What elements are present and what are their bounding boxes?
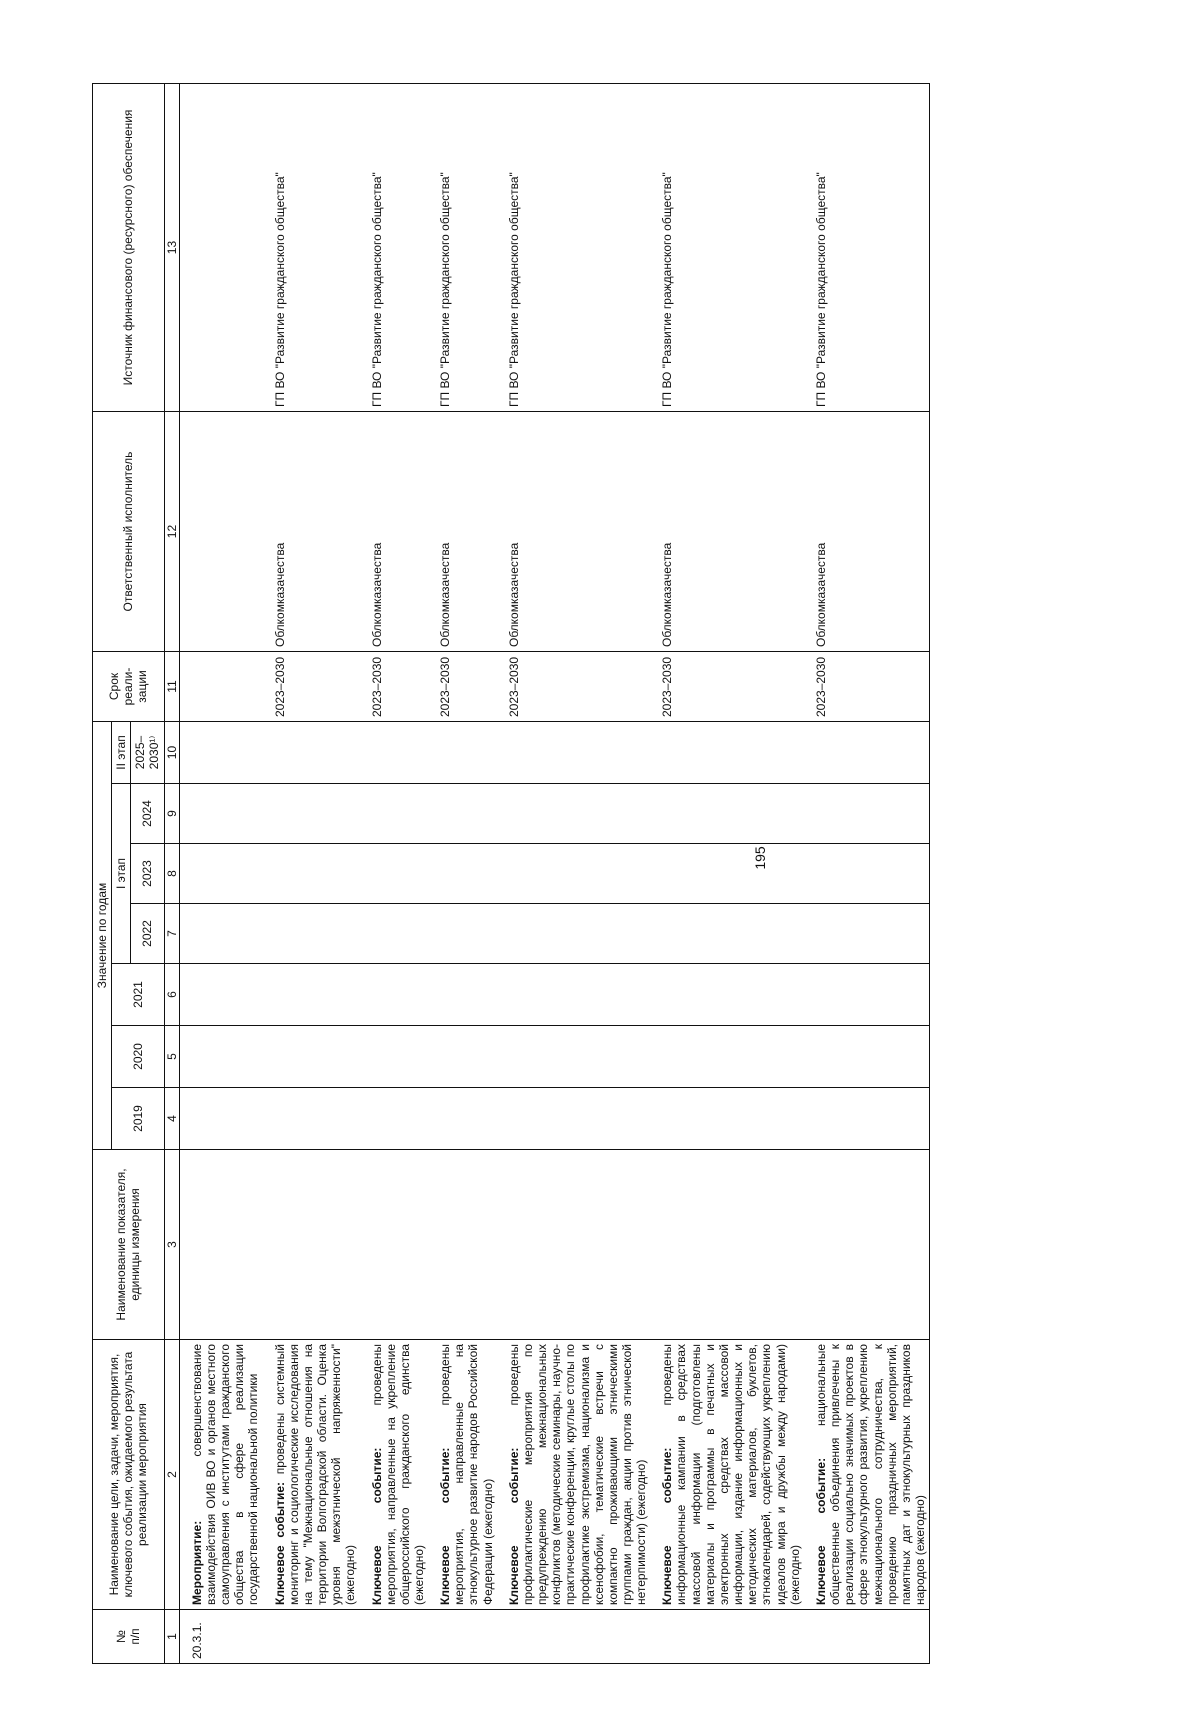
row-term: 2023–2030 — [360, 652, 429, 722]
row-text: проведены мероприятия, направленные на этнокультурное развитие народов Российской Федерации (ежегодно) — [438, 1344, 495, 1605]
row-description — [804, 1340, 930, 1610]
row-source — [179, 84, 262, 412]
row-executor: Облкомказачества — [650, 412, 804, 652]
column-index: 4 — [164, 1088, 179, 1150]
column-index: 1 — [164, 1610, 179, 1664]
column-index: 2 — [164, 1340, 179, 1610]
column-index: 10 — [164, 722, 179, 784]
row-term: 2023–2030 — [804, 652, 930, 722]
header-values-group: Значение по годам — [93, 722, 112, 1150]
table-body — [179, 84, 929, 1664]
row-term — [179, 652, 262, 722]
column-index-row — [164, 84, 179, 1664]
row-text: проведены информационные кампании в средствах массовой информации (подготовлены материалы и программы в печатных и электронных средствах массовой информации, издание информационных и методических материалов, буклетов, этнокалендарей, содействующих укреплению идеалов мира и дружбы между народами) (ежегодно) — [660, 1344, 802, 1605]
header-name: Наименование цели, задачи, мероприятия, ключевого события, ожидаемого результата реализации мероприятия — [93, 1340, 165, 1610]
row-number — [497, 1610, 651, 1664]
row-number: 20.3.1. — [179, 1610, 262, 1664]
header-number: № п/п — [93, 1610, 165, 1664]
column-index: 5 — [164, 1026, 179, 1088]
row-description — [650, 1340, 804, 1610]
row-executor — [179, 412, 262, 652]
header-year-2022: 2022 — [131, 904, 164, 964]
row-description — [497, 1340, 651, 1610]
column-index: 13 — [164, 84, 179, 412]
header-term: Срок реали-зации — [93, 652, 165, 722]
row-term: 2023–2030 — [428, 652, 497, 722]
row-source: ГП ВО "Развитие гражданского общества" — [360, 84, 429, 412]
row-source: ГП ВО "Развитие гражданского общества" — [804, 84, 930, 412]
header-year-2023: 2023 — [131, 844, 164, 904]
row-term: 2023–2030 — [650, 652, 804, 722]
header-year-2025-2030: 2025–2030¹⁾ — [131, 722, 164, 784]
row-source: ГП ВО "Развитие гражданского общества" — [650, 84, 804, 412]
table-header — [93, 84, 180, 1664]
row-executor: Облкомказачества — [263, 412, 360, 652]
row-label: Мероприятие: — [189, 1520, 204, 1605]
row-label: Ключевое событие: — [660, 1447, 675, 1605]
row-description — [360, 1340, 429, 1610]
table-row — [179, 84, 262, 1664]
row-number — [804, 1610, 930, 1664]
header-indicator: Наименование показателя, единицы измерения — [93, 1150, 165, 1340]
row-description — [179, 1340, 262, 1610]
table-row — [428, 84, 497, 1664]
row-executor: Облкомказачества — [497, 412, 651, 652]
row-description — [263, 1340, 360, 1610]
header-executor: Ответственный исполнитель — [93, 412, 165, 652]
row-label: Ключевое событие: — [813, 1457, 828, 1605]
row-text: проведены мероприятия, направленные на укрепление общероссийского гражданского единства (ежегодно) — [369, 1344, 426, 1605]
page-number: 195 — [752, 846, 768, 870]
header-year-2021: 2021 — [112, 964, 164, 1026]
row-text: проведены профилактические мероприятия по предупреждению межнациональных конфликтов (методические семинары, научно-практические конференции, круглые столы по профилактике экстремизма, национализма и ксенофобии, тематические встречи с компактно проживающими этническими группами граждан, акции против этнической нетерпимости) (ежегодно) — [506, 1344, 649, 1605]
row-text: совершенствование взаимодействия ОИВ ВО и органов местного самоуправления с институтами гражданского общества в сфере реализации государственной национальной политики — [189, 1344, 261, 1605]
column-index: 8 — [164, 844, 179, 904]
column-index: 9 — [164, 784, 179, 844]
header-year-2024: 2024 — [131, 784, 164, 844]
table-row — [497, 84, 651, 1664]
table-row — [263, 84, 360, 1664]
row-term: 2023–2030 — [497, 652, 651, 722]
column-index: 12 — [164, 412, 179, 652]
row-source: ГП ВО "Развитие гражданского общества" — [497, 84, 651, 412]
row-label: Ключевое событие: — [272, 1482, 287, 1605]
row-term: 2023–2030 — [263, 652, 360, 722]
header-stage-1: I этап — [112, 784, 131, 964]
column-index: 3 — [164, 1150, 179, 1340]
column-index: 7 — [164, 904, 179, 964]
table-row — [650, 84, 804, 1664]
row-executor: Облкомказачества — [360, 412, 429, 652]
row-number — [263, 1610, 360, 1664]
row-label: Ключевое событие: — [506, 1447, 521, 1605]
table-row — [804, 84, 930, 1664]
row-executor: Облкомказачества — [804, 412, 930, 652]
rotated-page — [92, 84, 1092, 1664]
column-index: 11 — [164, 652, 179, 722]
header-year-2019: 2019 — [112, 1088, 164, 1150]
row-label: Ключевое событие: — [369, 1447, 384, 1605]
row-description — [428, 1340, 497, 1610]
row-text: национальные общественные объединения привлечены к реализации социально значимых проектов в сфере этнокультурного развития, укреплению межнационального сотрудничества, к проведению праздничных мероприятий, памятных дат и этнокультурных праздников народов (ежегодно) — [813, 1344, 927, 1605]
row-label: Ключевое событие: — [438, 1447, 453, 1605]
row-source: ГП ВО "Развитие гражданского общества" — [263, 84, 360, 412]
row-number — [650, 1610, 804, 1664]
row-number — [428, 1610, 497, 1664]
row-text: проведены системный мониторинг и социологические исследования на тему "Межнациональные отношения на территории Волгоградской области. Оценка уровня межэтнической напряженности" (ежегодно) — [272, 1344, 358, 1605]
row-executor: Облкомказачества — [428, 412, 497, 652]
header-stage-2: II этап — [112, 722, 131, 784]
table-row — [360, 84, 429, 1664]
plan-table — [92, 83, 930, 1664]
column-index: 6 — [164, 964, 179, 1026]
row-number — [360, 1610, 429, 1664]
header-source: Источник финансового (ресурсного) обеспечения — [93, 84, 165, 412]
header-year-2020: 2020 — [112, 1026, 164, 1088]
row-source: ГП ВО "Развитие гражданского общества" — [428, 84, 497, 412]
